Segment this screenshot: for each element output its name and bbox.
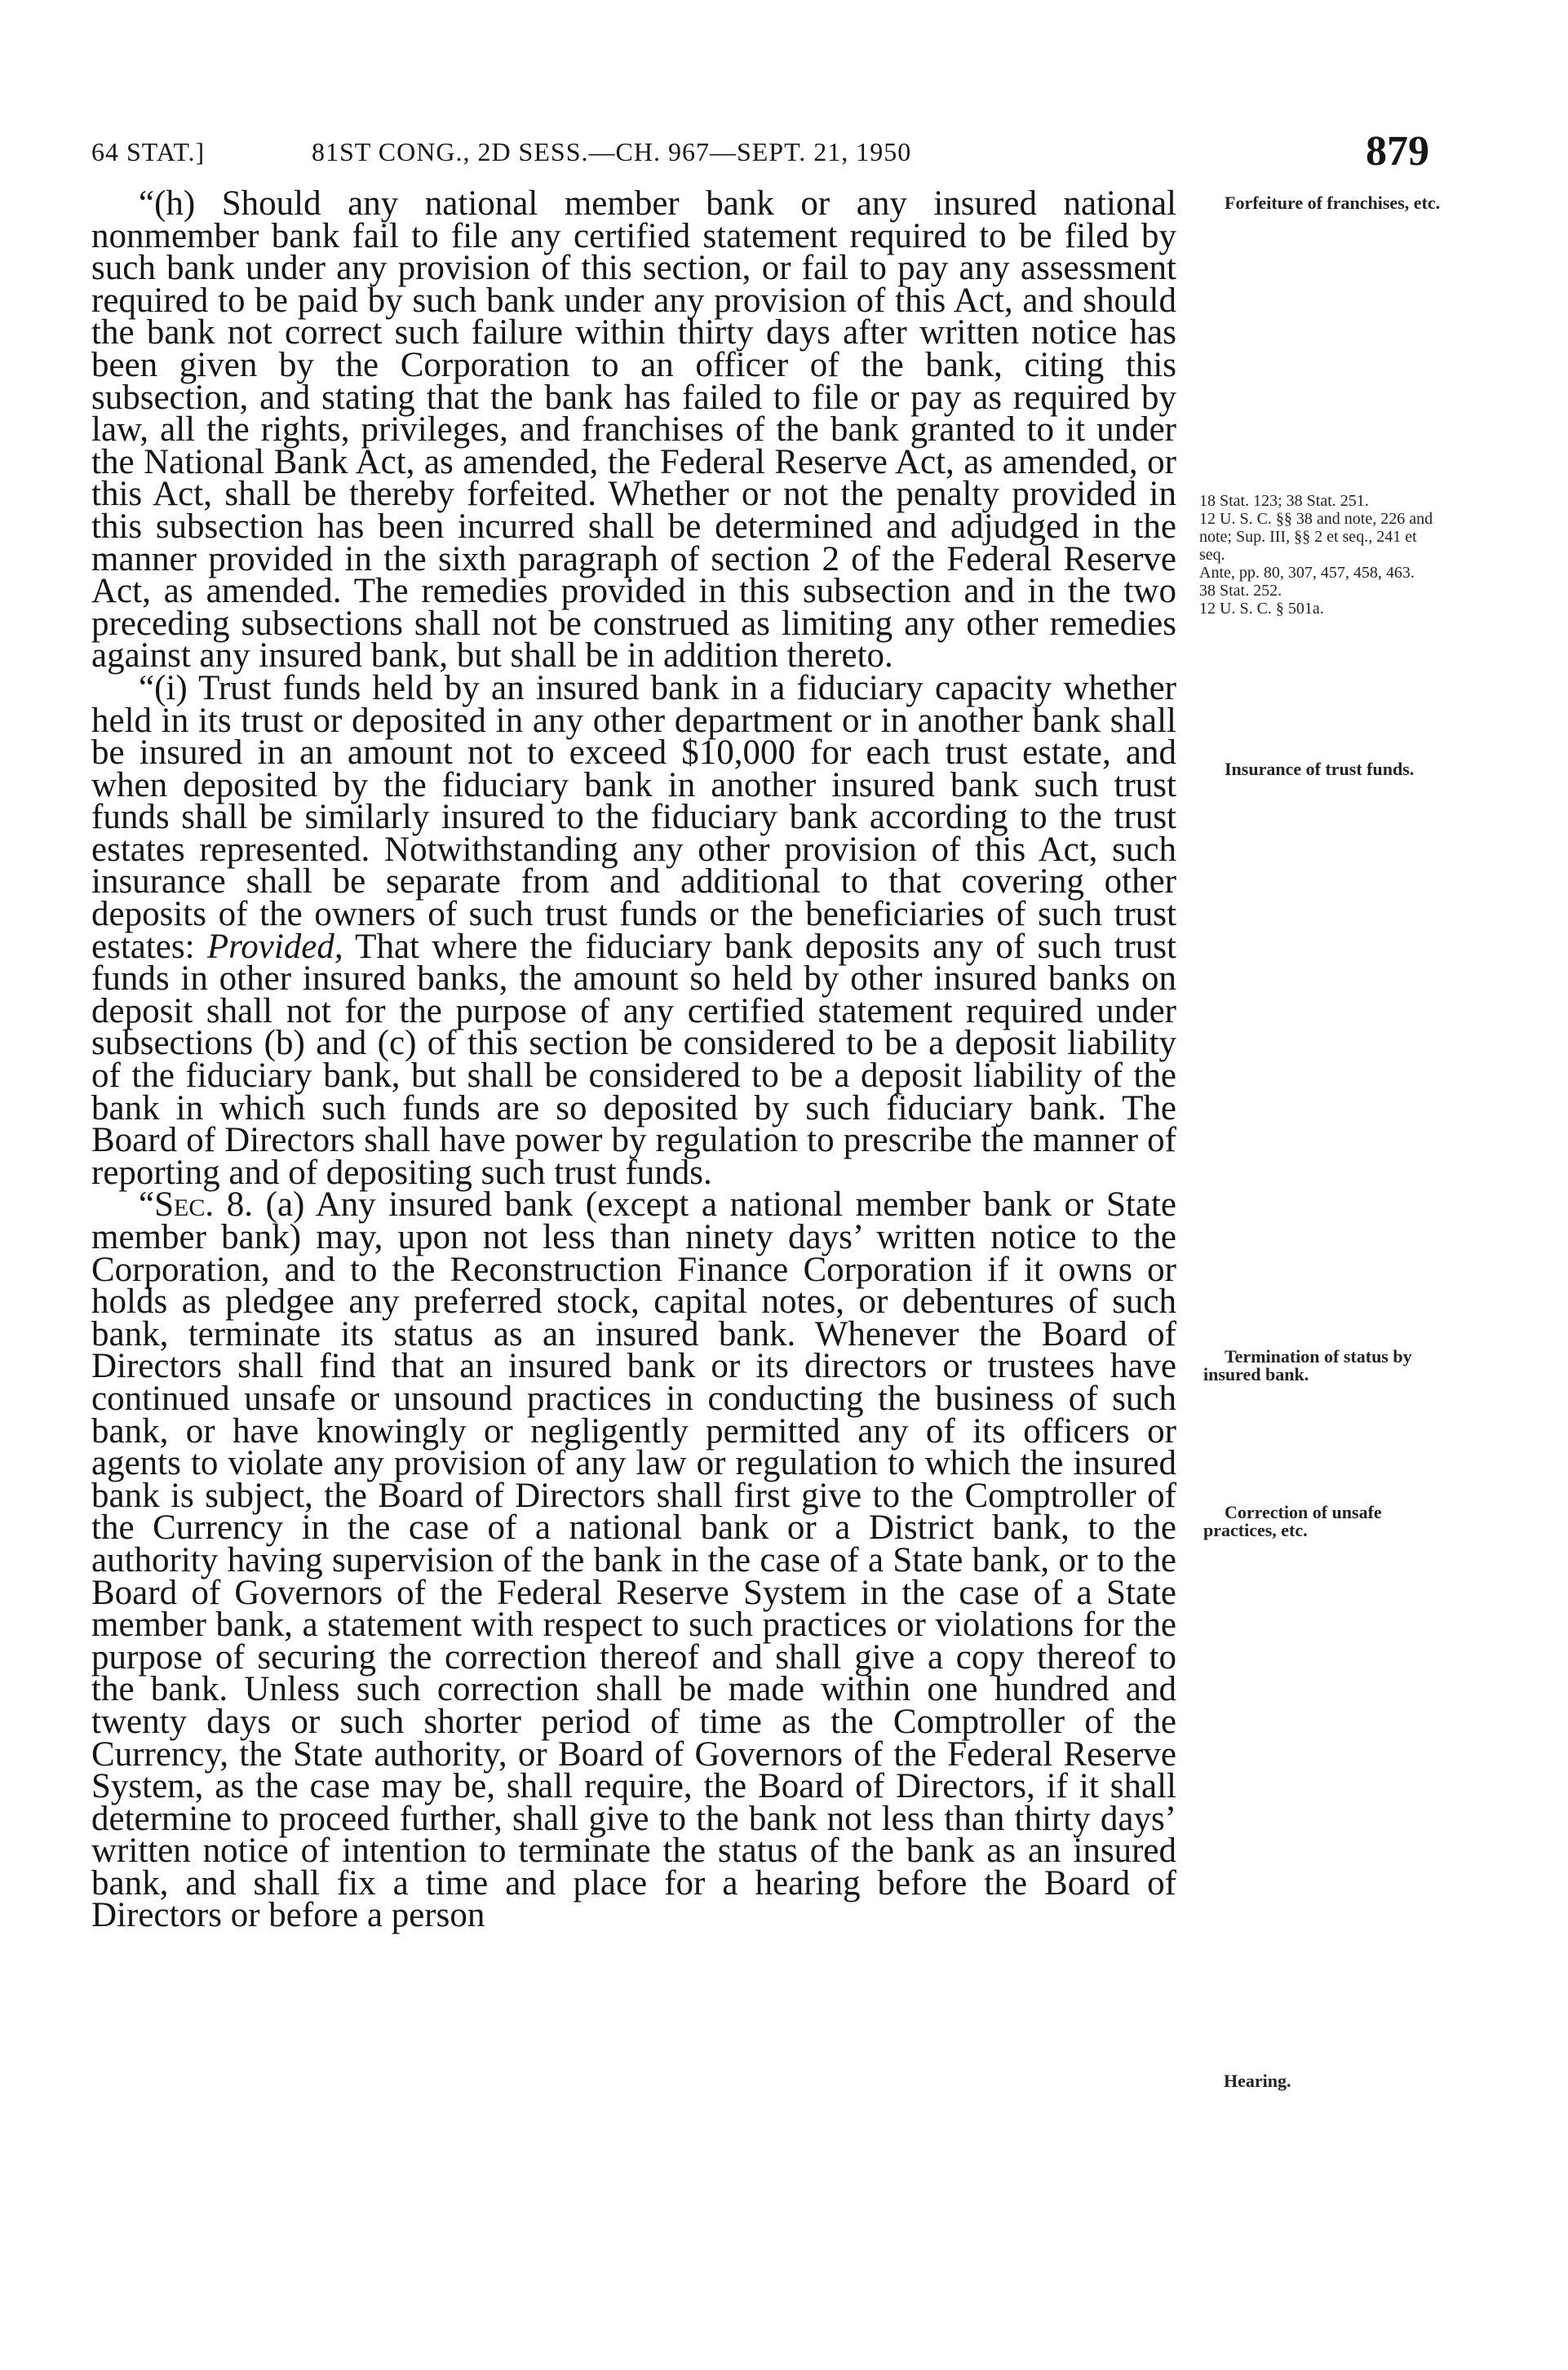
- volume-reference: 64 STAT.]: [91, 137, 206, 166]
- margin-note-forfeiture: Forfeiture of franchises, etc.: [1225, 193, 1441, 213]
- citation-3: Ante, pp. 80, 307, 457, 458, 463.: [1199, 564, 1415, 582]
- paragraph-i-end: That where the fiduciary bank deposits any of such trust funds in other insured banks, the amount so held by other insured banks on deposit shall not for the purpose of any certified statement required under subsections (b) and (c) of this section be considered to be a deposit liability of the fiduciary bank, but shall be considered to be a deposit liability of the bank in which such funds are so deposited by such fiduciary bank. The Board of Directors shall have power by regulation to prescribe the manner of reporting and of depositing such trust funds.: [91, 927, 1177, 1192]
- page-number: 879: [1366, 128, 1429, 175]
- margin-note-termination: Termination of status by insured bank.: [1203, 1346, 1412, 1384]
- page-header: [91, 128, 1429, 179]
- paragraph-h: “(h) Should any national member bank or any insured national nonmember bank fail to file any certified statement required to be filed by such bank under any provision of this section, or fail to pay any assessment required to be paid by such bank under any provision of this Act, and should the bank not correct such failure within thirty days after written notice has been given by the Corporation to an officer of the bank, citing this subsection, and stating that the bank has failed to file or pay as required by law, all the rights, privileges, and franchises of the bank granted to it under the National Bank Act, as amended, the Federal Reserve Act, as amended, or this Act, shall be thereby forfeited. Whether or not the penalty provided in this subsection has been incurred shall be determined and adjudged in the manner provided in the sixth paragraph of section 2 of the Federal Reserve Act, as amended. The remedies provided in this subsection and in the two preceding subsections shall not be construed as limiting any other remedies against any insured bank, but shall be in addition thereto.: [91, 184, 1176, 676]
- statute-text: [91, 184, 1177, 1935]
- margin-citations: [1199, 492, 1444, 618]
- section-8-text: (a) Any insured bank (except a national member bank or State member bank) may, upon not less than ninety days’ written notice to the Corporation, and to the Reconstruction Finance Corporation if it owns or holds as pledgee any preferred stock, capital notes, or debentures of such bank, terminate its status as an insured bank. Whenever the Board of Directors shall find that an insured bank or its directors or trustees have continued unsafe or unsound practices in conducting the business of such bank, or have knowingly or negligently permitted any of its officers or agents to violate any provision of any law or regulation to which the insured bank is subject, the Board of Directors shall first give to the Comptroller of the Currency in the case of a national bank or a District bank, to the authority having supervision of the bank in the case of a State bank, or to the Board of Governors of the Federal Reserve System in the case of a State member bank, a statement with respect to such practices or violations for the purpose of securing the correction thereof and shall give a copy thereof to the bank. Unless such correction shall be made within one hundred and twenty days or such shorter period of time as the Comptroller of the Currency, the State authority, or Board of Governors of the Federal Reserve System, as the case may be, shall require, the Board of Directors, if it shall determine to proceed further, shall give to the bank not less than thirty days’ written notice of intention to terminate the status of the bank as an insured bank, and shall fix a time and place for a hearing before the Board of Directors or before a person: [91, 1185, 1176, 1935]
- section-8-lead: “Sec. 8.: [139, 1185, 253, 1225]
- citation-1: 18 Stat. 123; 38 Stat. 251.: [1199, 492, 1369, 510]
- paragraph-i-start: “(i) Trust funds held by an insured bank in a fiduciary capacity whether held in its trust or deposited in any other department or in another bank shall be insured in an amount not to exceed $10,000 for each trust estate, and when deposited by the fiduciary bank in another insured bank such trust funds shall be similarly insured to the fiduciary bank according to the trust estates represented. Notwithstanding any other provision of this Act, such insurance shall be separate from and additional to that covering other deposits of the owners of such trust funds or the beneficiaries of such trust estates:: [91, 668, 1176, 966]
- margin-note-insurance-trust: Insurance of trust funds.: [1225, 759, 1415, 779]
- section-8: [91, 1185, 1176, 1935]
- paragraph-i: [91, 668, 1177, 1192]
- session-reference: 81ST CONG., 2D SESS.—CH. 967—SEPT. 21, 1950: [312, 137, 912, 166]
- citation-4: 38 Stat. 252.: [1199, 582, 1282, 600]
- citation-5: 12 U. S. C. § 501a.: [1199, 600, 1324, 618]
- margin-note-correction: Correction of unsafe practices, etc.: [1203, 1502, 1382, 1540]
- citation-2: 12 U. S. C. §§ 38 and note, 226 and note; Sup. III, §§ 2 et seq., 241 et seq.: [1199, 510, 1433, 564]
- provided-term: Provided,: [206, 927, 343, 966]
- margin-note-hearing: Hearing.: [1224, 2071, 1291, 2091]
